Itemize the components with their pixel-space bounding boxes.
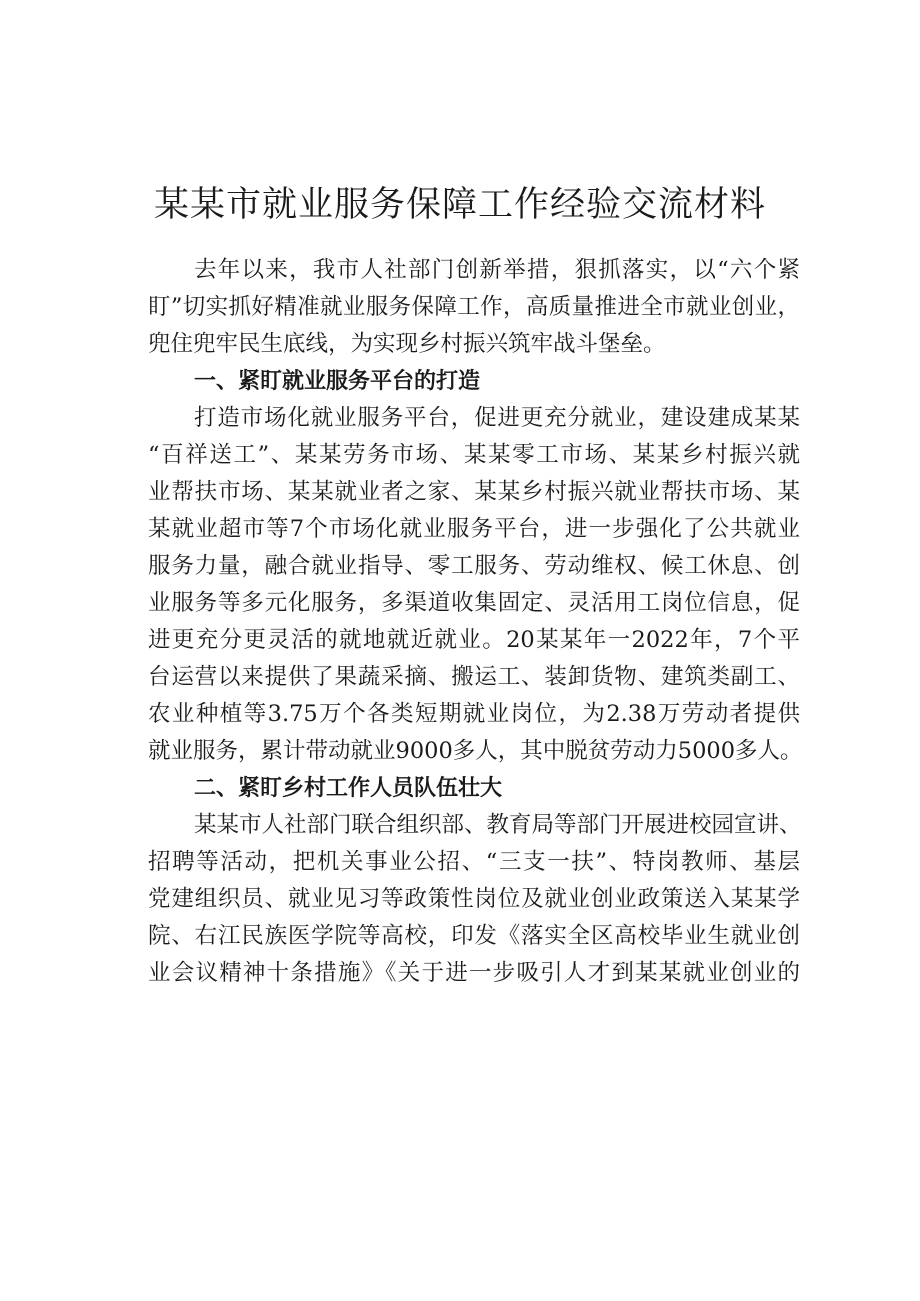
section2-line: 业会议精神十条措施》《关于进一步吸引人才到某某就业创业的 xyxy=(148,960,800,986)
section1-line: 农业种植等3.75万个各类短期就业岗位，为2.38万劳动者提供 xyxy=(148,701,800,727)
document-body xyxy=(148,252,803,992)
intro-line: 盯”切实抓好精准就业服务保障工作，高质量推进全市就业创业， xyxy=(148,294,800,320)
section-heading-1: 一、紧盯就业服务平台的打造 xyxy=(194,369,481,394)
intro-line: 去年以来，我市人社部门创新举措，狠抓落实，以“六个紧 xyxy=(194,257,800,283)
section-heading-2: 二、紧盯乡村工作人员队伍壮大 xyxy=(194,776,503,801)
section2-line: 院、右江民族医学院等高校，印发《落实全区高校毕业生就业创 xyxy=(148,923,800,949)
document-title: 某某市就业服务保障工作经验交流材料 xyxy=(153,185,766,226)
section2-line: 某某市人社部门联合组织部、教育局等部门开展进校园宣讲、 xyxy=(194,812,802,838)
section1-line: 业服务等多元化服务，多渠道收集固定、灵活用工岗位信息，促 xyxy=(148,590,800,616)
section1-line: “百祥送工”、某某劳务市场、某某零工市场、某某乡村振兴就 xyxy=(148,442,800,468)
section2-line: 招聘等活动，把机关事业公招、“三支一扶”、特岗教师、基层 xyxy=(148,849,800,875)
section1-line: 就业服务，累计带动就业9000多人，其中脱贫劳动力5000多人。 xyxy=(148,738,803,764)
section1-line: 服务力量，融合就业指导、零工服务、劳动维权、候工休息、创 xyxy=(148,553,800,579)
section1-line: 打造市场化就业服务平台，促进更充分就业，建设建成某某 xyxy=(194,405,800,431)
section1-line: 进更充分更灵活的就地就近就业。20某某年一2022年，7个平 xyxy=(148,627,800,653)
section1-line: 台运营以来提供了果蔬采摘、搬运工、装卸货物、建筑类副工、 xyxy=(148,664,800,690)
section1-line: 某就业超市等7个市场化就业服务平台，进一步强化了公共就业 xyxy=(148,516,800,542)
section2-line: 党建组织员、就业见习等政策性岗位及就业创业政策送入某某学 xyxy=(148,886,800,912)
section1-line: 业帮扶市场、某某就业者之家、某某乡村振兴就业帮扶市场、某 xyxy=(148,479,800,505)
intro-line: 兜住兜牢民生底线，为实现乡村振兴筑牢战斗堡垒。 xyxy=(148,331,666,357)
